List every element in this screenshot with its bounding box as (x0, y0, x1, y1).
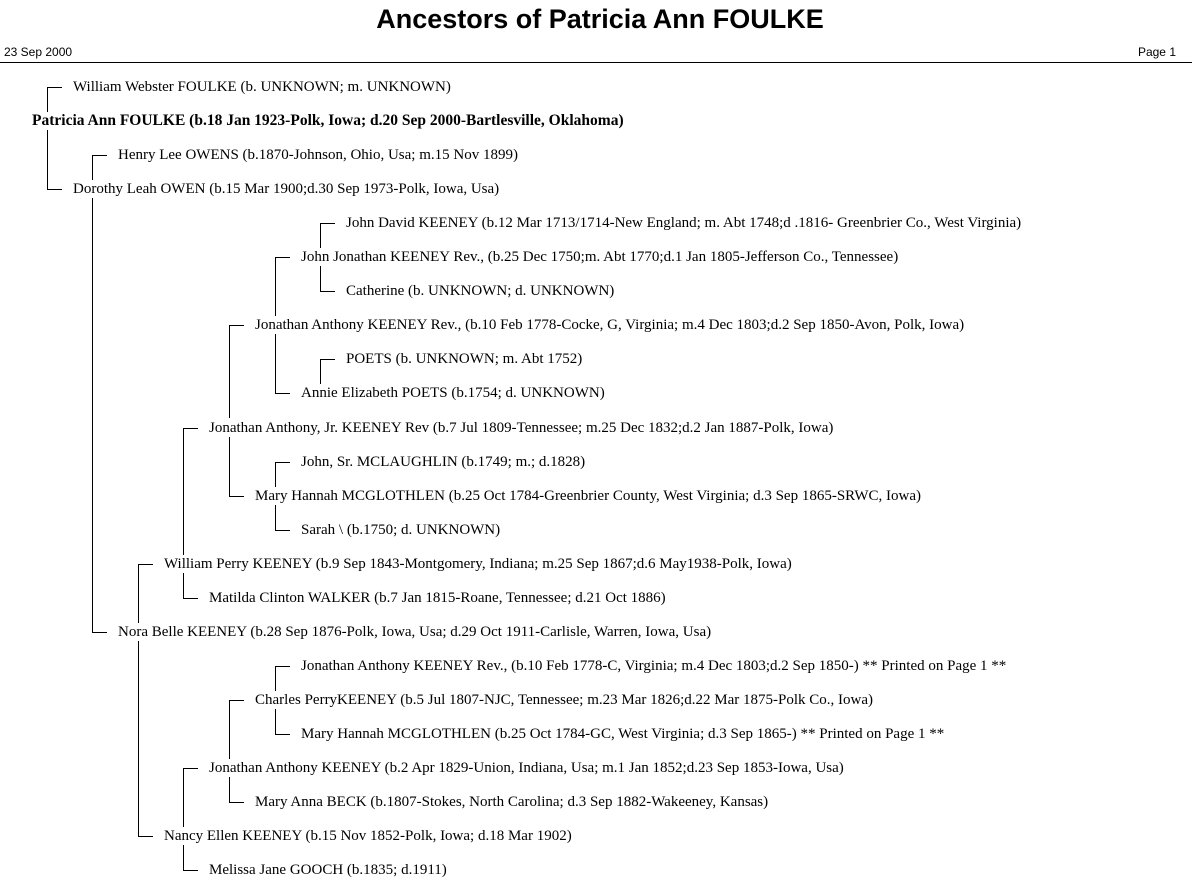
tree-connector (275, 257, 276, 316)
tree-connector (320, 359, 335, 360)
tree-connector (183, 870, 198, 871)
tree-connector (229, 700, 244, 701)
ancestor-entry: Mary Anna BECK (b.1807-Stokes, North Carolina; d.3 Sep 1882-Wakeeney, Kansas) (255, 794, 769, 810)
tree-connector (229, 700, 230, 759)
tree-connector (275, 334, 276, 393)
tree-connector (275, 734, 290, 735)
tree-connector (320, 291, 335, 292)
tree-connector (92, 198, 93, 632)
ancestor-entry: Henry Lee OWENS (b.1870-Johnson, Ohio, Usa; m.15 Nov 1899) (118, 147, 518, 163)
tree-connector (183, 768, 184, 827)
tree-connector (229, 437, 230, 496)
ancestor-entry: Jonathan Anthony, Jr. KEENEY Rev (b.7 Jul 1809-Tennessee; m.25 Dec 1832;d.2 Jan 1887-Polk, Iowa) (209, 420, 834, 436)
ancestor-entry: Charles PerryKEENEY (b.5 Jul 1807-NJC, Tennessee; m.23 Mar 1826;d.22 Mar 1875-Polk Co., Iowa) (255, 692, 874, 708)
ancestor-entry: William Perry KEENEY (b.9 Sep 1843-Montgomery, Indiana; m.25 Sep 1867;d.6 May1938-Polk, Iowa) (164, 556, 792, 572)
tree-connector (229, 496, 244, 497)
report-date: 23 Sep 2000 (4, 45, 73, 59)
tree-connector (47, 130, 48, 189)
ancestor-entry: Nora Belle KEENEY (b.28 Sep 1876-Polk, Iowa, Usa; d.29 Oct 1911-Carlisle, Warren, Iowa, Usa) (118, 624, 712, 640)
tree-connector (229, 325, 244, 326)
tree-connector (320, 223, 321, 248)
ancestor-entry: Catherine (b. UNKNOWN; d. UNKNOWN) (346, 283, 615, 299)
tree-connector (138, 564, 139, 623)
tree-connector (275, 257, 290, 258)
tree-connector (275, 505, 276, 530)
tree-connector (229, 777, 230, 802)
tree-connector (275, 709, 276, 734)
tree-connector (320, 223, 335, 224)
tree-connector (229, 325, 230, 418)
tree-connector (138, 836, 153, 837)
ancestor-entry: John David KEENEY (b.12 Mar 1713/1714-New England; m. Abt 1748;d .1816- Greenbrier Co., West Virginia) (346, 215, 1022, 231)
tree-connector (320, 359, 321, 384)
tree-connector (275, 393, 290, 394)
ancestor-entry: Jonathan Anthony KEENEY Rev., (b.10 Feb 1778-Cocke, G, Virginia; m.4 Dec 1803;d.2 Sep 1850-Avon, Polk, Iowa) (255, 317, 965, 333)
ancestor-entry: Annie Elizabeth POETS (b.1754; d. UNKNOWN) (301, 385, 605, 401)
tree-connector (183, 598, 198, 599)
ancestor-entry: Jonathan Anthony KEENEY (b.2 Apr 1829-Union, Indiana, Usa; m.1 Jan 1852;d.23 Sep 1853-Iowa, Usa) (209, 760, 844, 776)
ancestor-entry: Matilda Clinton WALKER (b.7 Jan 1815-Roane, Tennessee; d.21 Oct 1886) (209, 590, 666, 606)
tree-connector (183, 845, 184, 870)
tree-connector (275, 666, 276, 691)
tree-connector (183, 428, 184, 555)
page-number: Page 1 (1137, 45, 1176, 59)
tree-connector (92, 155, 93, 180)
tree-connector (183, 573, 184, 598)
tree-connector (92, 632, 107, 633)
tree-connector (320, 266, 321, 291)
ancestor-entry: Melissa Jane GOOCH (b.1835; d.1911) (209, 862, 447, 878)
ancestor-entry: Sarah \ (b.1750; d. UNKNOWN) (301, 522, 501, 538)
tree-connector (47, 87, 62, 88)
ancestor-entry: William Webster FOULKE (b. UNKNOWN; m. UNKNOWN) (73, 79, 451, 95)
tree-connector (275, 462, 290, 463)
ancestor-entry: John Jonathan KEENEY Rev., (b.25 Dec 1750;m. Abt 1770;d.1 Jan 1805-Jefferson Co., Tennessee) (301, 249, 899, 265)
root-person: Patricia Ann FOULKE (b.18 Jan 1923-Polk, Iowa; d.20 Sep 2000-Bartlesville, Oklahoma) (32, 112, 624, 129)
tree-connector (229, 802, 244, 803)
tree-connector (183, 428, 198, 429)
tree-connector (138, 641, 139, 836)
ancestor-entry: John, Sr. MCLAUGHLIN (b.1749; m.; d.1828) (301, 454, 586, 470)
ancestor-entry: Dorothy Leah OWEN (b.15 Mar 1900;d.30 Sep 1973-Polk, Iowa, Usa) (73, 181, 500, 197)
tree-connector (275, 530, 290, 531)
tree-connector (47, 87, 48, 112)
tree-connector (275, 666, 290, 667)
page-title: Ancestors of Patricia Ann FOULKE (376, 4, 824, 34)
ancestor-entry: Mary Hannah MCGLOTHLEN (b.25 Oct 1784-Greenbrier County, West Virginia; d.3 Sep 1865-SRWC, Iowa) (255, 488, 921, 504)
ancestor-entry: Mary Hannah MCGLOTHLEN (b.25 Oct 1784-GC, West Virginia; d.3 Sep 1865-) ** Printed on Page 1 ** (301, 726, 945, 742)
ancestor-entry: Nancy Ellen KEENEY (b.15 Nov 1852-Polk, Iowa; d.18 Mar 1902) (164, 828, 572, 844)
ancestor-entry: POETS (b. UNKNOWN; m. Abt 1752) (346, 351, 583, 367)
tree-connector (275, 462, 276, 487)
tree-connector (92, 155, 107, 156)
tree-connector (47, 189, 62, 190)
tree-connector (138, 564, 153, 565)
ancestor-entry: Jonathan Anthony KEENEY Rev., (b.10 Feb 1778-C, Virginia; m.4 Dec 1803;d.2 Sep 1850-) ** Printed on Page 1 ** (301, 658, 1007, 674)
tree-connector (183, 768, 198, 769)
